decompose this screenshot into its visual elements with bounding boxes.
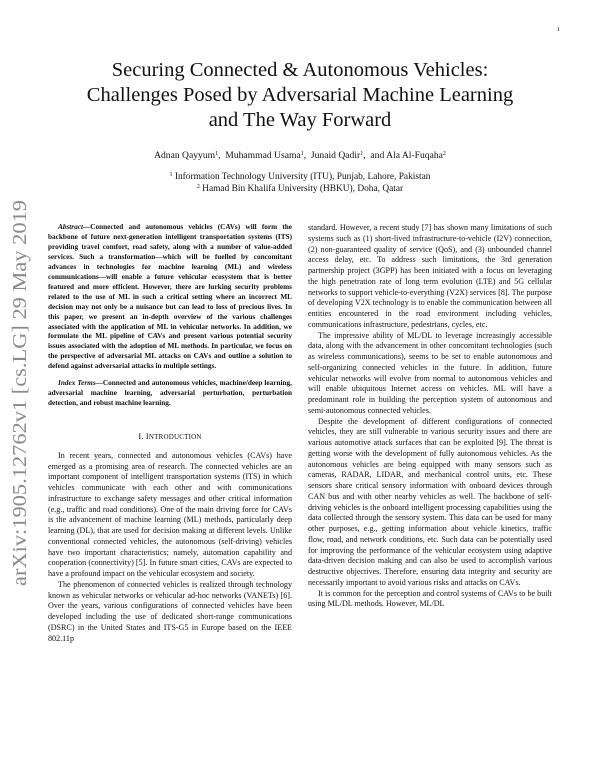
body-paragraph: Despite the development of different configurations of connected vehicles, they are still vulnerable to various security issues and there are various automotive attack surfaces that can be exploited [9]. The threat is getting worse with the development of fully autonomous vehicles. As the autonomous vehicles are being equipped with many sensors such as cameras, RADAR, LIDAR, and mechanical control units, etc. These sensors share critical sensory information with onboard devices through CAN bus and with other nearby vehicles as well. The backbone of self-driving vehicles is the onboard intelligent processing capabilities using the data collected through the sensory system. This data can be used for many other purposes, e.g., getting information about vehicle kinetics, traffic flow, road, and network conditions, etc. Such data can be potentially used for improving the performance of the vehicular ecosystem using adaptive data-driven decision making and can also be used to accomplish various destructive objectives. Therefore, ensuring data integrity and security are necessarily important to avoid various risks and attacks on CAVs.: [308, 416, 552, 587]
author-affiliation-mark: 1: [360, 151, 364, 157]
title-line-2: Challenges Posed by Adversarial Machine Learning: [86, 84, 514, 106]
author-name: Adnan Qayyum: [154, 150, 216, 161]
body-paragraph: standard. However, a recent study [7] has shown many limitations of such systems such as (1) short-lived infrastructure-to-vehicle (I2V) connection, (2) non-guaranteed quality of service (QoS), and (3) unbounded channel access delay, etc. To address such limitations, the 3rd generation partnership project (3GPP) has been initiated with a focus on leveraging the high penetration rate of long term evolution (LTE) and 5G cellular networks to support vehicle-to-everything (V2X) services [8]. The purpose of developing V2X technology is to enable the communication between all entities encountered in the road environment including vehicles, communications infrastructure, pedestrians, cycles, etc.: [308, 223, 552, 329]
author-list: Adnan Qayyum$^1$, Muhammad Usama$^1$, Junaid Qadir$^1$, and Ala Al-Fuqaha$^2$: [154, 150, 446, 161]
right-column: [308, 223, 552, 610]
body-paragraph: The phenomenon of connected vehicles is realized through technology known as vehicular networks or vehicular ad-hoc networks (VANETs) [6]. Over the years, various configurations of connected vehicles have been developed including the use of dedicated short-range communications (DSRC) in the United States and ITS-G5 in Europe based on the IEEE 802.11p: [48, 579, 292, 643]
title-line-3: and The Way Forward: [208, 109, 392, 131]
author-affiliation-mark: 1: [300, 151, 304, 157]
abstract-text: —Connected and autonomous vehicles (CAVs) will form the backbone of future next-generation intelligent transportation systems (ITS) providing travel comfort, road safety, along with a number of value-added services. Such a transformation—which will be fuelled by concomitant advances in technologies for machine learning (ML) and wireless communications—will enable a future vehicular ecosystem that is better featured and more efficient. However, there are lurking security problems related to the use of ML in such a critical setting where an incorrect ML decision may not only be a nuisance but can lead to loss of precious lives. In this paper, we present an in-depth overview of the various challenges associated with the application of ML in vehicular networks. In addition, we formulate the ML pipeline of CAVs and present various potential security issues associated with the adoption of ML methods. In particular, we focus on the perspective of adversarial ML attacks on CAVs and outline a solution to defend against adversarial attacks in multiple settings.: [48, 223, 292, 371]
arxiv-identifier-text: arXiv:1905.12762v1 [cs.LG] 29 May 2019: [10, 250, 31, 586]
page-number: 1: [556, 26, 560, 33]
section-heading-introduction: [48, 432, 292, 443]
abstract-label: Abstract: [58, 223, 83, 231]
author-name: Ala Al-Fuqaha: [386, 150, 443, 161]
title-line-1: Securing Connected & Autonomous Vehicles:: [111, 59, 489, 81]
author-affiliation-mark: 1: [215, 151, 219, 157]
paper-title: [60, 58, 540, 133]
body-paragraph: In recent years, connected and autonomous vehicles (CAVs) have emerged as a promising area of research. The connected vehicles are an important component of intelligent transportation systems (ITS) in which vehicles communicate with each other and with communications infrastructure to exchange safety messages and other critical information (e.g., traffic and road conditions). One of the main driving force for CAVs is the advancement of machine learning (ML) methods, particularly deep learning (DL), that are used for decision making at different levels. Unlike conventional connected vehicles, the autonomous (self-driving) vehicles have two important characteristics; namely, automation capability and cooperation (connectivity) [5]. In future smart cities, CAVs are expected to have a profound impact on the vehicular ecosystem and society.: [48, 450, 292, 579]
affiliation-2: [60, 183, 540, 195]
affiliation-mark: 2: [196, 184, 200, 190]
body-paragraph: It is common for the perception and control systems of CAVs to be built using ML/DL methods. However, ML/DL: [308, 588, 552, 609]
author-affiliation-mark: 2: [442, 151, 446, 157]
arxiv-identifier-sidebar: [2, 198, 36, 588]
author-name: Muhammad Usama: [225, 150, 301, 161]
section-numeral: I.: [138, 432, 144, 442]
affiliation-text: Information Technology University (ITU), Punjab, Lahore, Pakistan: [174, 172, 431, 182]
author-name: Junaid Qadir: [310, 150, 361, 161]
affiliation-mark: 1: [169, 172, 173, 178]
index-terms-label: Index Terms: [58, 379, 96, 388]
affiliation-1: [60, 171, 540, 183]
section-title-rest: NTRODUCTION: [148, 433, 202, 442]
body-paragraph: The impressive ability of ML/DL to leverage increasingly accessible data, along with the advancement in other concomitant technologies (such as wireless communications), seems to be set to enable autonomous and self-organizing connected vehicles in the future. In addition, future vehicular networks will evolve from normal to autonomous vehicles and will enable ubiquitous Internet access on vehicles. ML will have a predominant role in building the perception system of autonomous and semi-autonomous connected vehicles.: [308, 330, 552, 415]
author-conjunction: and: [370, 150, 385, 161]
section-title-initial: I: [145, 432, 149, 442]
index-terms-text: —Connected and autonomous vehicles, machine/deep learning, adversarial machine learning, adversarial perturbation, perturbation detection, and robust machine learning.: [48, 379, 292, 408]
left-column: [48, 223, 292, 644]
index-terms: [48, 379, 292, 409]
affiliation-text: Hamad Bin Khalifa University (HBKU), Doha, Qatar: [202, 184, 404, 194]
abstract: [48, 223, 292, 372]
